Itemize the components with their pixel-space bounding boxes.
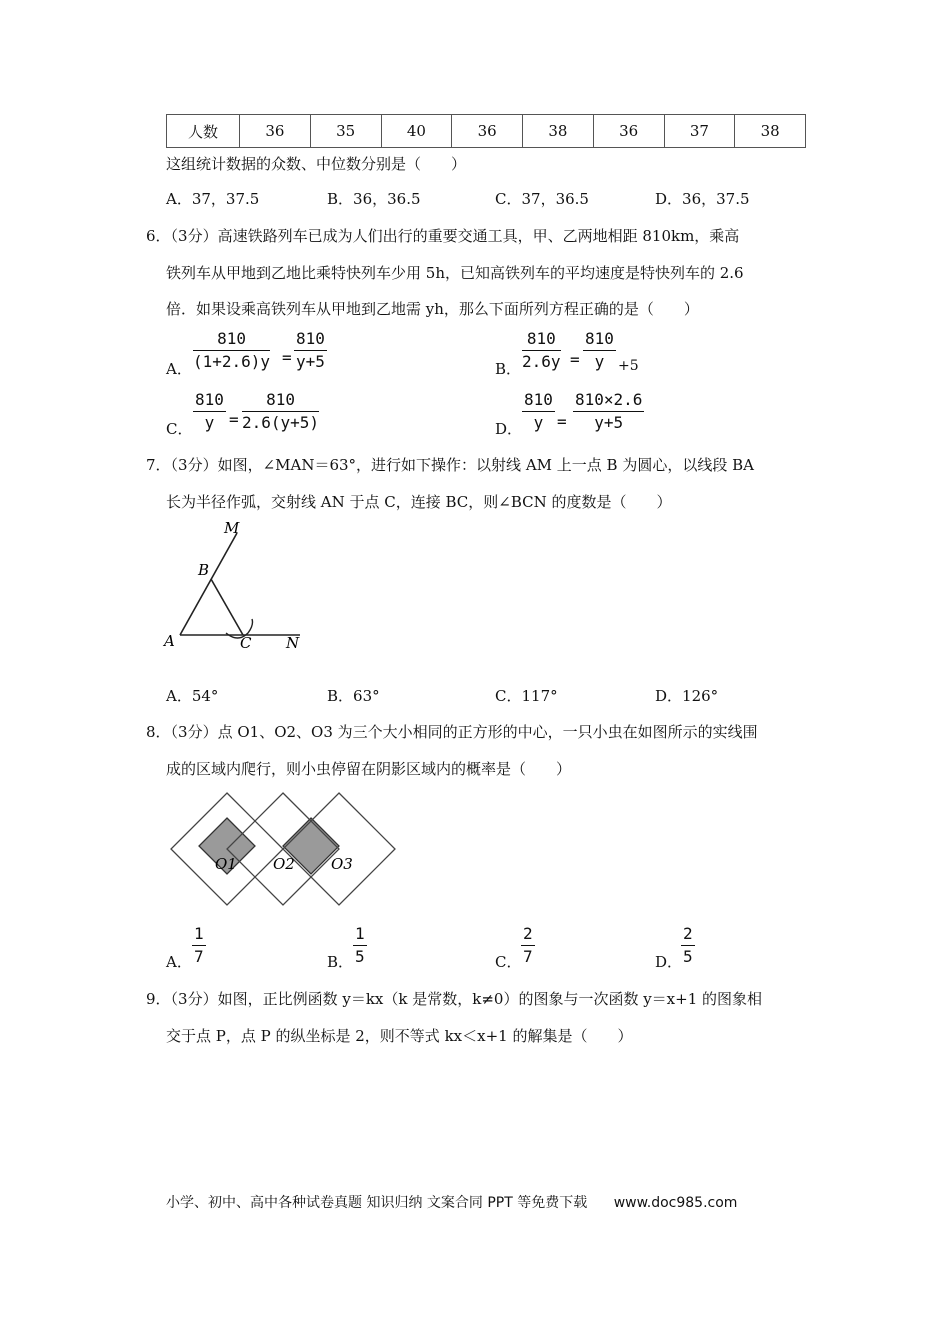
fraction-numerator: 810×2.6 xyxy=(573,390,644,412)
q9-line1: 9．（3分）如图，正比例函数 y＝kx（k 是常数，k≠0）的图象与一次函数 y＝x+1 的图象相 xyxy=(146,990,763,1008)
q6-option-d-fraction-left xyxy=(522,390,555,433)
label-o1: O1 xyxy=(215,855,237,873)
ray-am xyxy=(180,533,237,635)
q7-option-a: A．54° xyxy=(166,687,219,705)
q8-option-b-label: B． xyxy=(327,953,354,971)
equals-sign: = xyxy=(282,348,292,367)
q6-line1: 6．（3分）高速铁路列车已成为人们出行的重要交通工具，甲、乙两地相距 810km，乘高 xyxy=(146,227,740,245)
fraction-numerator: 1 xyxy=(353,924,367,946)
label-o3: O3 xyxy=(331,855,353,873)
q6-option-c-fraction-right xyxy=(242,390,319,433)
equals-sign: = xyxy=(229,410,239,429)
q5-option-a: A．37，37.5 xyxy=(166,190,260,208)
fraction-numerator: 810 xyxy=(583,329,616,351)
table-header-cell: 人数 xyxy=(167,115,240,148)
table-cell: 37 xyxy=(664,115,735,148)
equals-sign: = xyxy=(557,412,567,431)
table-cell: 36 xyxy=(240,115,311,148)
table-cell: 36 xyxy=(452,115,523,148)
q7-line1: 7．（3分）如图，∠MAN＝63°，进行如下操作：以射线 AM 上一点 B 为圆心，以线段 BA xyxy=(146,456,754,474)
fraction-numerator: 2 xyxy=(681,924,695,946)
fraction-numerator: 1 xyxy=(192,924,206,946)
q6-option-b-fraction-left xyxy=(522,329,561,372)
q5-option-b: B．36，36.5 xyxy=(327,190,421,208)
stats-table xyxy=(166,114,806,148)
fraction-denominator: y xyxy=(204,413,215,432)
q7-angle-figure xyxy=(160,515,310,655)
fraction-denominator: 5 xyxy=(355,947,365,966)
fraction-numerator: 2 xyxy=(521,924,535,946)
q6-option-b-label: B． xyxy=(495,360,522,378)
fraction-numerator: 810 xyxy=(193,329,270,351)
q6-option-c-fraction-left xyxy=(193,390,226,433)
fraction-denominator: y+5 xyxy=(594,413,624,432)
q8-option-d-label: D． xyxy=(655,953,683,971)
q8-option-c-label: C． xyxy=(495,953,522,971)
table-cell: 40 xyxy=(381,115,452,148)
plus-five-term: +5 xyxy=(618,358,639,374)
q5-option-c: C．37，36.5 xyxy=(495,190,589,208)
segment-bc xyxy=(211,579,243,635)
fraction-denominator: y+5 xyxy=(296,352,325,371)
label-o2: O2 xyxy=(273,855,295,873)
q8-option-a-label: A． xyxy=(166,953,192,971)
q8-option-d-fraction xyxy=(681,924,695,967)
q6-option-a-fraction-left xyxy=(193,329,270,372)
q7-line2: 长为半径作弧，交射线 AN 于点 C，连接 BC，则∠BCN 的度数是（ ） xyxy=(166,493,672,511)
q6-option-b-fraction-right xyxy=(583,329,616,372)
q8-option-a-fraction xyxy=(192,924,206,967)
label-n: N xyxy=(286,634,300,652)
q8-line1: 8．（3分）点 O1、O2、O3 为三个大小相同的正方形的中心，一只小虫在如图所示的实线围 xyxy=(146,723,758,741)
fraction-numerator: 810 xyxy=(294,329,327,351)
label-b: B xyxy=(198,561,210,579)
q8-option-c-fraction xyxy=(521,924,535,967)
fraction-denominator: 2.6(y+5) xyxy=(242,413,320,432)
table-cell: 38 xyxy=(523,115,594,148)
fraction-denominator: 7 xyxy=(523,947,533,966)
q6-option-d-label: D． xyxy=(495,420,523,438)
fraction-denominator: (1+2.6)y xyxy=(193,352,271,371)
fraction-denominator: 7 xyxy=(194,947,204,966)
q8-line2: 成的区域内爬行，则小虫停留在阴影区域内的概率是（ ） xyxy=(166,760,572,778)
fraction-numerator: 810 xyxy=(242,390,319,412)
equals-sign: = xyxy=(570,350,580,369)
q5-question: 这组统计数据的众数、中位数分别是（ ） xyxy=(166,155,467,173)
fraction-denominator: y xyxy=(594,352,605,371)
q6-line2: 铁列车从甲地到乙地比乘特快列车少用 5h，已知高铁列车的平均速度是特快列车的 2.6 xyxy=(166,264,744,282)
q9-line2: 交于点 P，点 P 的纵坐标是 2，则不等式 kx＜x+1 的解集是（ ） xyxy=(166,1027,633,1045)
q8-squares-figure xyxy=(165,790,400,910)
table-cell: 38 xyxy=(735,115,806,148)
q7-option-b: B．63° xyxy=(327,687,380,705)
q6-option-c-label: C． xyxy=(166,420,193,438)
q6-option-a-label: A． xyxy=(166,360,192,378)
fraction-denominator: 5 xyxy=(683,947,693,966)
footer-url[interactable]: www.doc985.com xyxy=(613,1195,738,1211)
footer-text: 小学、初中、高中各种试卷真题 知识归纳 文案合同 PPT 等免费下载 xyxy=(166,1195,588,1211)
q6-line3: 倍．如果设乘高铁列车从甲地到乙地需 yh，那么下面所列方程正确的是（ ） xyxy=(166,300,699,318)
label-m: M xyxy=(224,519,240,537)
q5-option-d: D．36，37.5 xyxy=(655,190,750,208)
fraction-denominator: y xyxy=(533,413,544,432)
q6-option-d-fraction-right xyxy=(573,390,644,433)
fraction-numerator: 810 xyxy=(193,390,226,412)
table-cell: 36 xyxy=(593,115,664,148)
q6-option-a-fraction-right xyxy=(294,329,327,372)
q8-option-b-fraction xyxy=(353,924,367,967)
q7-option-d: D．126° xyxy=(655,687,719,705)
fraction-numerator: 810 xyxy=(522,329,561,351)
fraction-numerator: 810 xyxy=(522,390,555,412)
q7-option-c: C．117° xyxy=(495,687,558,705)
table-row xyxy=(167,115,806,148)
page-footer xyxy=(166,1192,737,1212)
fraction-denominator: 2.6y xyxy=(522,352,561,371)
label-a: A xyxy=(164,632,175,650)
label-c: C xyxy=(240,634,252,652)
table-cell: 35 xyxy=(310,115,381,148)
